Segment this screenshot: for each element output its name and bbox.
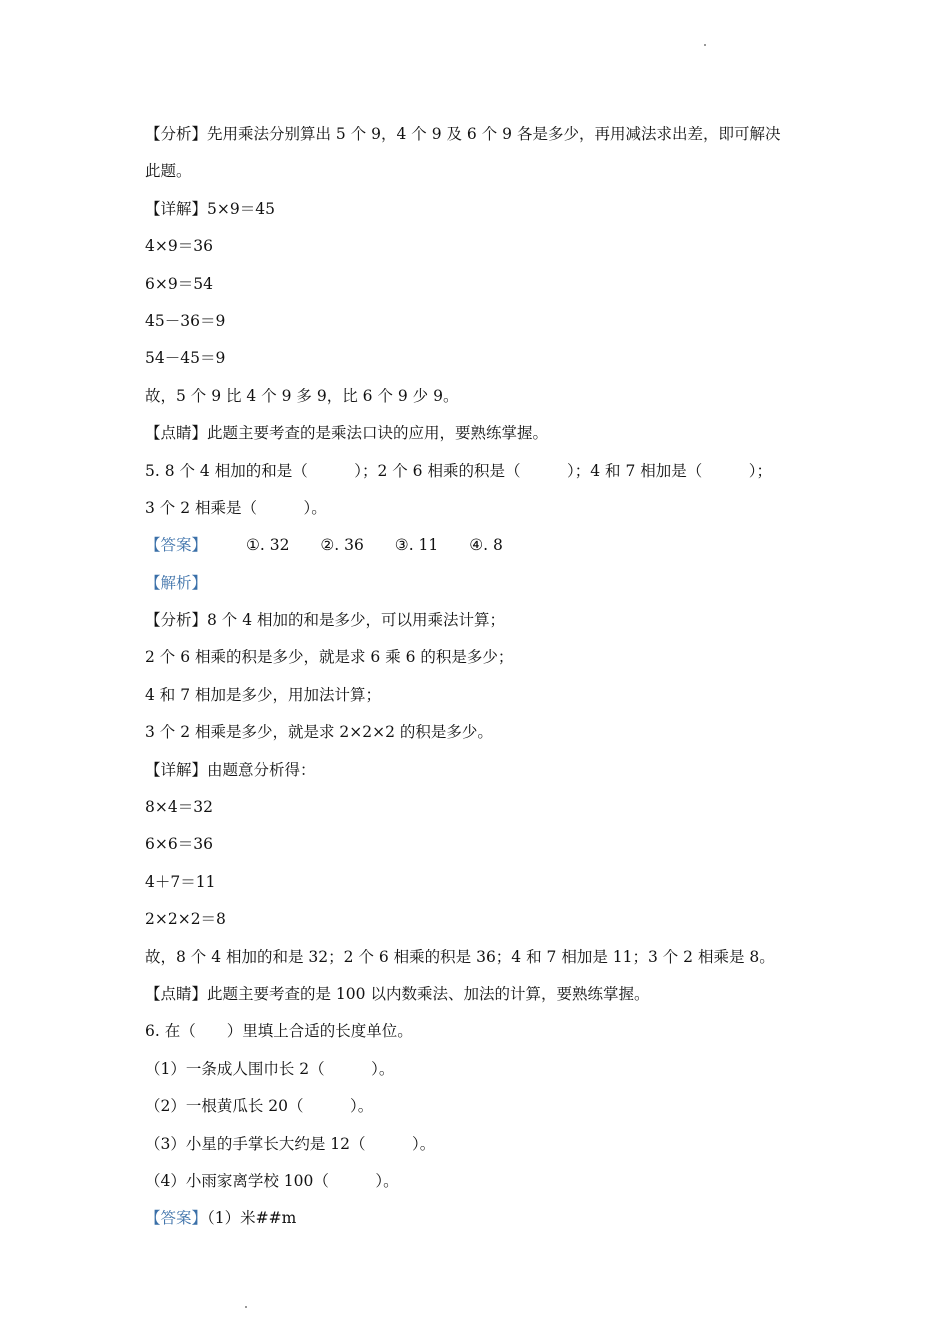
analysis-paragraph-cont: 此题。 [145,162,192,181]
answer-option-3: ③. 11 [394,536,439,555]
analysis-line: 2 个 6 相乘的积是多少，就是求 6 乘 6 的积是多少； [145,648,514,667]
answer-6-text: （1）米##m [207,1209,297,1228]
equation-line: 8×4＝32 [145,798,213,817]
conclusion-line: 故，5 个 9 比 4 个 9 多 9，比 6 个 9 少 9。 [145,386,459,405]
analysis-paragraph: 【分析】先用乘法分别算出 5 个 9，4 个 9 及 6 个 9 各是多少，再用减法求出差，即可解决 [145,125,781,143]
question-6-part-1: （1）一条成人围巾长 2（ ）。 [145,1059,395,1078]
answer-6-row [145,1200,825,1237]
comment-line: 【点睛】此题主要考查的是 100 以内数乘法、加法的计算，要熟练掌握。 [145,984,650,1003]
document-body [145,116,825,1238]
answer-option-1: ①. 32 [245,536,290,555]
conclusion-line: 故，8 个 4 相加的和是 32；2 个 6 相乘的积是 36；4 和 7 相加是 11；3 个 2 相乘是 8。 [145,947,775,966]
answer-label: 【答案】 [145,536,208,555]
scan-mark-top [704,44,706,46]
question-5-cont: 3 个 2 相乘是（ ）。 [145,498,327,517]
equation-line: 6×6＝36 [145,835,213,854]
comment-line: 【点睛】此题主要考查的是乘法口诀的应用，要熟练掌握。 [145,424,549,443]
equation-line: 54－45＝9 [145,349,226,368]
question-6: 6. 在（ ）里填上合适的长度单位。 [145,1022,413,1041]
detail-line: 【详解】5×9＝45 [145,199,275,218]
question-5: 5. 8 个 4 相加的和是（ ）；2 个 6 相乘的积是（ ）；4 和 7 相加是（ ）； [145,461,772,480]
equation-line: 4×9＝36 [145,237,213,256]
detail-line: 【详解】由题意分析得： [145,760,316,779]
equation-line: 4＋7＝11 [145,872,216,891]
question-6-part-2: （2）一根黄瓜长 20（ ）。 [145,1097,374,1116]
question-6-part-4: （4）小雨家离学校 100（ ）。 [145,1171,399,1190]
answer-label: 【答案】 [145,1209,208,1228]
answer-option-4: ④. 8 [469,536,503,555]
scan-mark-bottom [245,1306,247,1308]
analysis-line: 3 个 2 相乘是多少，就是求 2×2×2 的积是多少。 [145,723,493,742]
equation-line: 6×9＝54 [145,274,213,293]
question-6-part-3: （3）小星的手掌长大约是 12（ ）。 [145,1134,436,1153]
equation-line: 45－36＝9 [145,311,226,330]
analysis-line: 【分析】8 个 4 相加的和是多少，可以用乘法计算； [145,611,506,630]
answer-5-row [145,527,825,564]
equation-line: 2×2×2＝8 [145,910,226,929]
analysis-line: 4 和 7 相加是多少，用加法计算； [145,685,382,704]
answer-option-2: ②. 36 [320,536,364,555]
explanation-label: 【解析】 [145,573,208,592]
